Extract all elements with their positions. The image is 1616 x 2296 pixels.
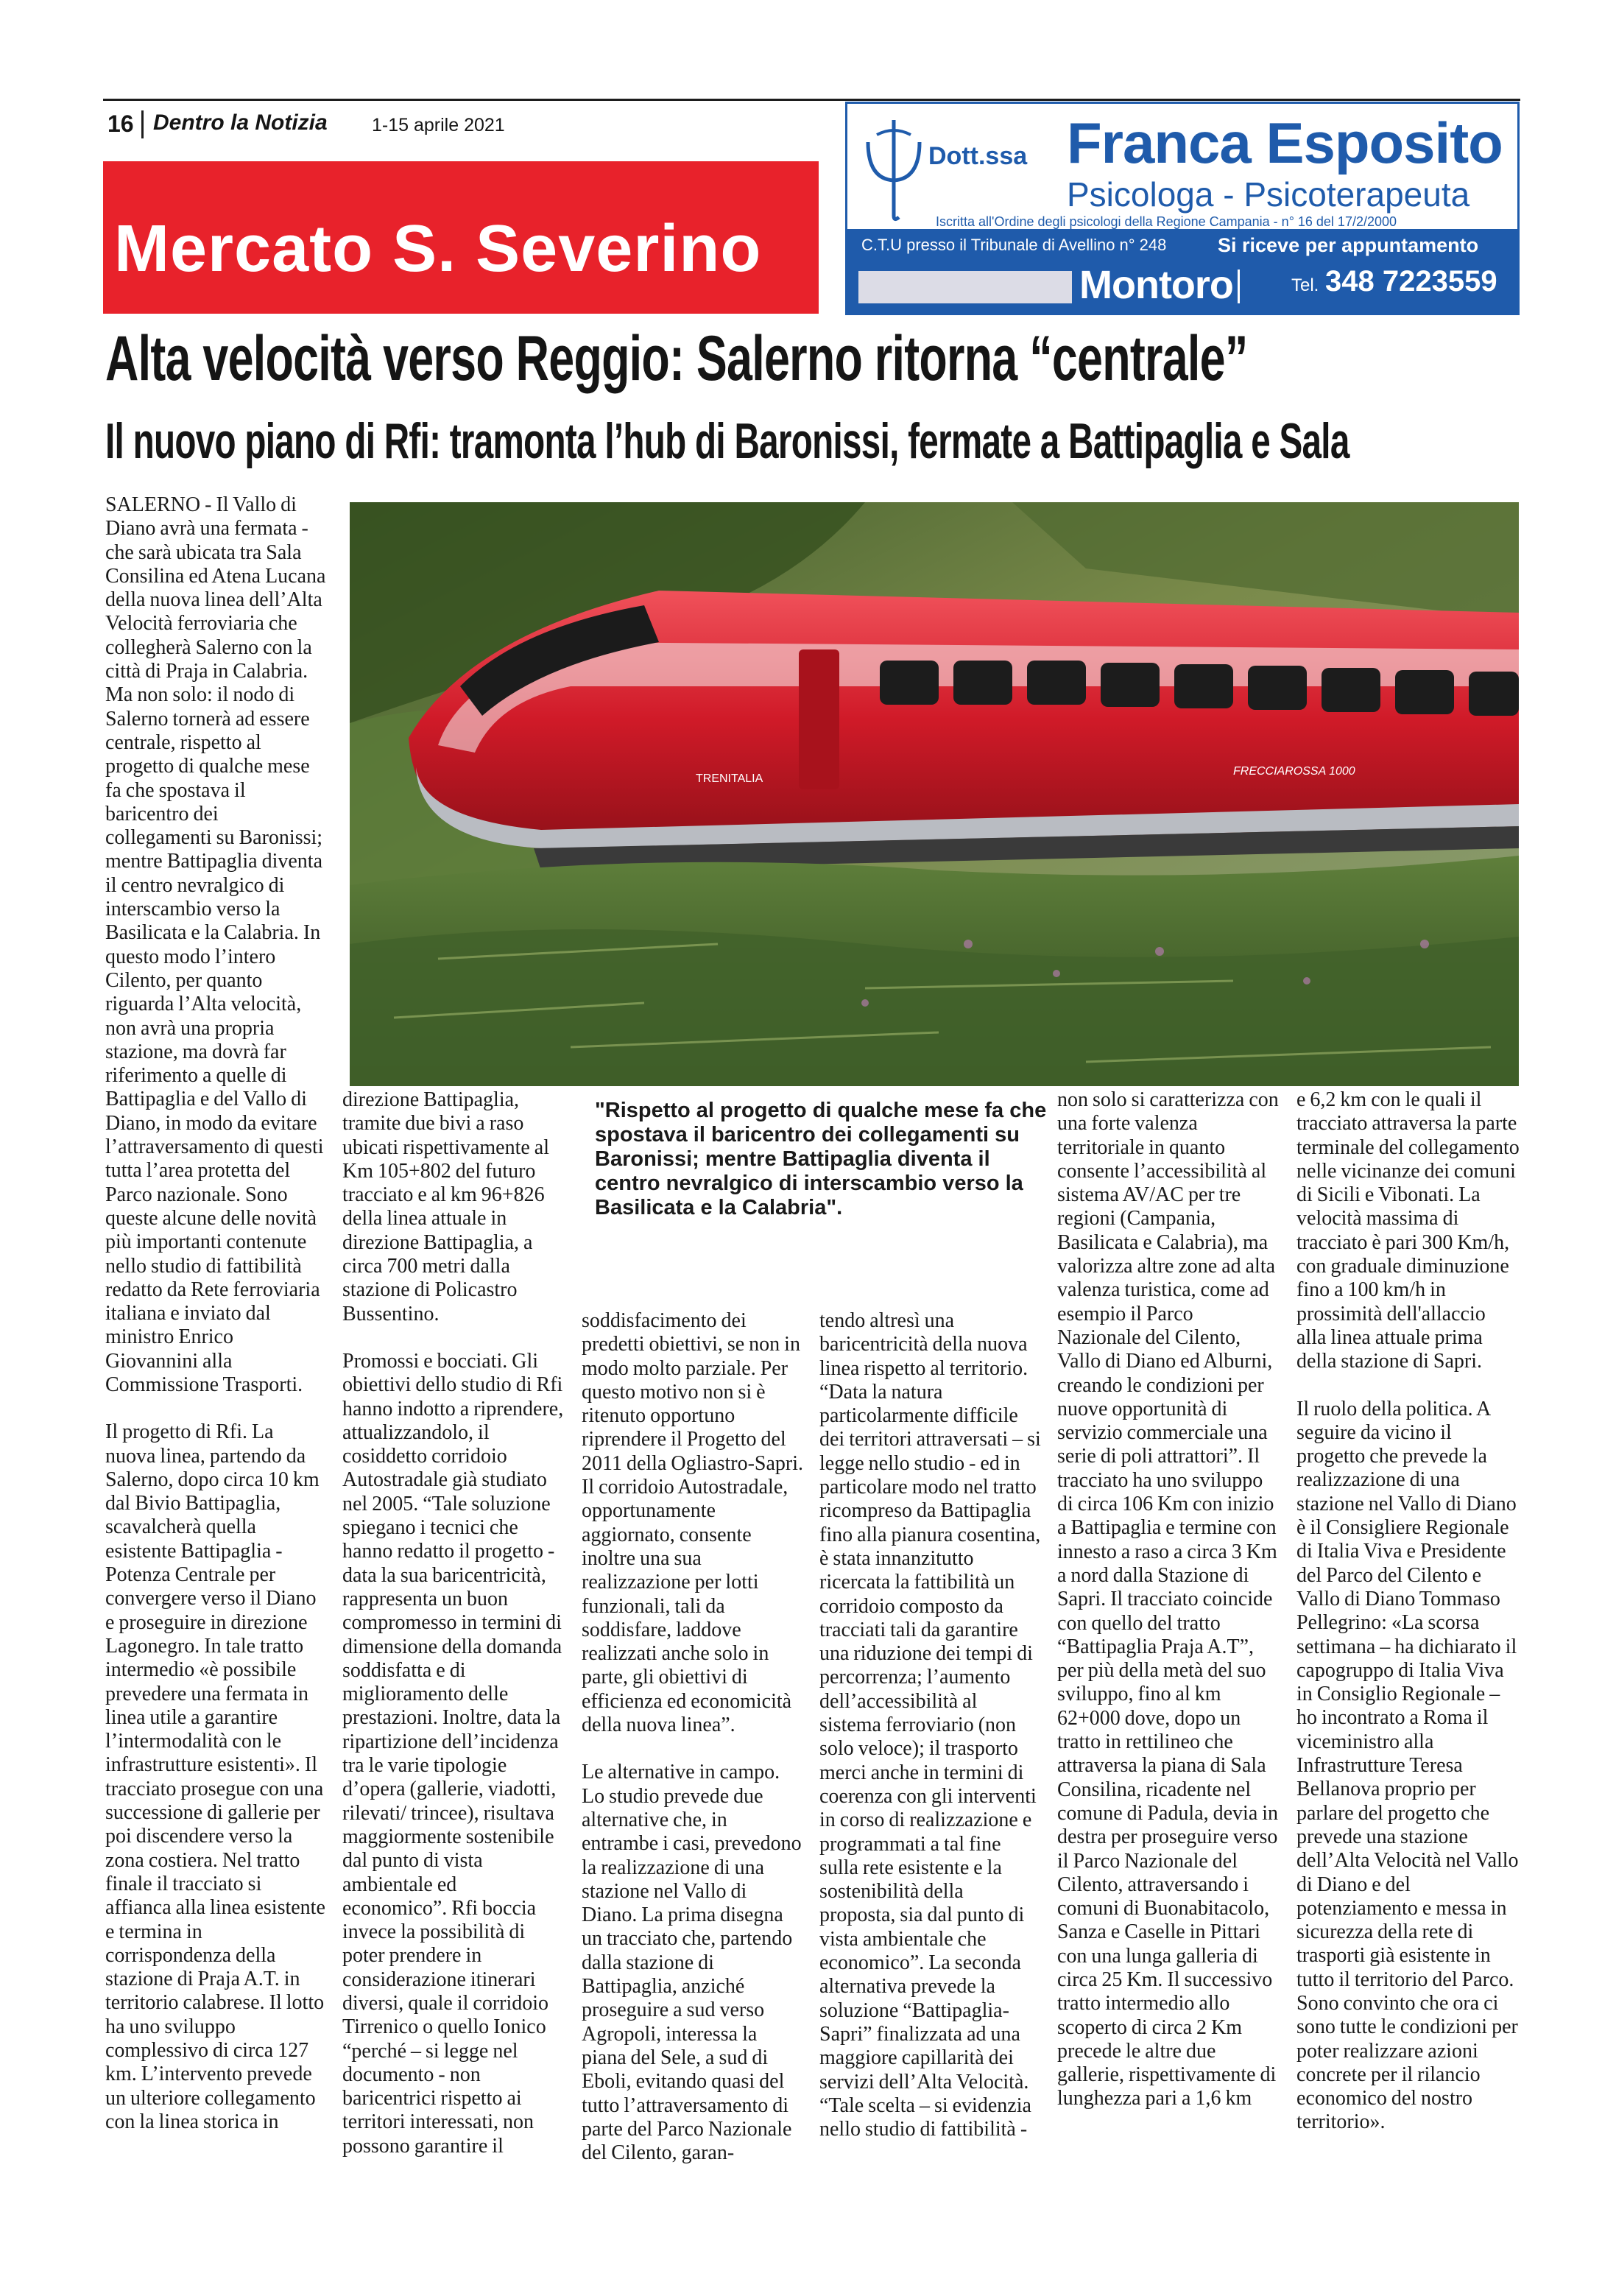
ad-role: Psicologa - Psicoterapeuta	[1067, 175, 1470, 214]
page-number: 16	[107, 110, 134, 137]
paragraph: Le alternative in campo. Lo studio prevede due alternative che, in entrambe i casi, prevedono la realizzazione di una stazione nel Vallo di Diano. La prima disegna un tracciato che, partendo dalla stazione di Battipaglia, anziché proseguire a sud verso Agropoli, interessa la piana del Sele, a sud di Eboli, evitando quasi del tutto l’attraversamento di parte del Parco Nazionale del Cilento, garan-	[582, 1761, 802, 2165]
paragraph: tendo altresì una baricentricità della nuova linea rispetto al territorio. “Data la natura particolarmente difficile dei territori attraversati – si legge nello studio - ed in particolare modo nel tratto ricompreso da Battipaglia fino alla pianura cosentina, è stata innanzitutto ricercata la fattibilità un corridoio composto da tracciati tali da garantire una riduzione dei tempi di percorrenza; l’aumento dell’accessibilità al sistema ferroviario (non solo veloce); il trasporto merci anche in termini di coerenza con gli interventi in corso di realizzazione e programmati a tal fine sulla rete esistente e la sostenibilità della proposta, sia dal punto di vista ambientale che economico”. La seconda alternativa prevede la soluzione “Battipaglia-Sapri” finalizzata ad una maggiore capillarità dei servizi dell’Alta Velocità. “Tale scelta – si evidenzia nello studio di fattibilità -	[819, 1309, 1041, 2141]
top-rule	[103, 99, 1520, 101]
paragraph: direzione Battipaglia, tramite due bivi a raso ubicati rispettivamente al Km 105+802 del futuro tracciato e al km 96+826 della linea attuale in direzione Battipaglia, a circa 700 metri dalla stazione di Policastro Bussentino.	[342, 1088, 550, 1325]
article-column-1	[105, 493, 328, 2134]
ad-tel-label: Tel.	[1291, 275, 1319, 295]
paragraph: Il progetto di Rfi. La nuova linea, partendo da Salerno, dopo circa 10 km dal Bivio Battipaglia, scavalcherà quella esistente Battipaglia - Potenza Centrale per convergere verso il Diano e proseguire in direzione Lagonegro. In tale tratto intermedio «è possibile prevedere una fermata in linea utile a garantire l’intermodalità con le infrastrutture esistenti». Il tracciato prosegue con una successione di gallerie per poi discendere verso la zona costiera. Nel tratto finale il tracciato si affianca alla linea esistente e termina in corrispondenza della stazione di Praja A.T. in territorio calabrese. Il lotto ha uno sviluppo complessivo di circa 127 km. L’intervento prevede un ulteriore collegamento con la linea storica in	[105, 1420, 325, 2133]
ad-registration: Iscritta all'Ordine degli psicologi della Regione Campania - n° 16 del 17/2/2000	[936, 214, 1397, 229]
ad-name: Franca Esposito	[1067, 110, 1503, 175]
section-name: Dentro la Notizia	[153, 110, 328, 135]
advertisement	[845, 102, 1520, 315]
paragraph: SALERNO - Il Vallo di Diano avrà una fermata - che sarà ubicata tra Sala Consilina ed Atena Lucana della nuova linea dell’Alta Velocità ferroviaria che collegherà Salerno con la città di Praja in Calabria. Ma non solo: il nodo di Salerno tornerà ad essere centrale, rispetto al progetto di qualche mese fa che spostava il baricentro dei collegamenti su Baronissi; mentre Battipaglia diventa il centro nevralgico di interscambio verso la Basilicata e la Calabria. In questo modo l’intero Cilento, per quanto riguarda l’Alta velocità, non avrà una propria stazione, ma dovrà far riferimento a quelle di Battipaglia e del Vallo di Diano, in modo da evitare l’attraversamento di questi tutta l’area protetta del Parco nazionale. Sono queste alcune delle novità più importanti contenute nello studio di fattibilità redatto da Rete ferroviaria italiana e inviato dal ministro Enrico Giovannini alla Commissione Trasporti.	[105, 493, 326, 1396]
article-column-6	[1296, 1088, 1520, 2135]
psi-logo-icon	[861, 113, 927, 223]
header-separator	[141, 110, 144, 138]
ad-header	[845, 102, 1520, 231]
paragraph: soddisfacimento dei predetti obiettivi, se non in modo molto parziale. Per questo motivo non si è ritenuto opportuno riprendere il Progetto del 2011 della Ogliastro-Sapri. Il corridoio Autostradale, opportunamente aggiornato, consente inoltre una sua realizzazione per lotti funzionali, tali da soddisfare, laddove realizzati anche solo in parte, gli obiettivi di efficienza ed economicità della nuova linea”.	[582, 1309, 804, 1737]
ad-title-prefix: Dott.ssa	[928, 142, 1028, 170]
article-column-3	[582, 1309, 805, 2165]
ad-phone: 348 7223559	[1325, 265, 1497, 297]
banner-title: Mercato S. Severino	[114, 212, 762, 286]
paragraph: non solo si caratterizza con una forte valenza territoriale in quanto consente l’accessibilità al sistema AV/AC per tre regioni (Campania, Basilicata e Calabria), ma valorizza altre zone ad alta valenza turistica, come ad esempio il Parco Nazionale del Cilento, Vallo di Diano ed Alburni, creando le condizioni per nuove opportunità di servizio commerciale una serie di poli attrattori”. Il tracciato ha uno sviluppo di circa 106 Km con inizio a Battipaglia e termine con innesto a raso a circa 3 Km a nord dalla Stazione di Sapri. Il tracciato coincide con quello del tratto “Battipaglia Praja A.T”, per più della metà del suo sviluppo, fino al km 62+000 dove, dopo un tratto in rettilineo che attraversa la piana di Sala Consilina, ricadente nel comune di Padula, devia in destra per proseguire verso il Parco Nazionale del Cilento, attraversando i comuni di Buonabitacolo, Sanza e Caselle in Pittari con una lunga galleria di circa 25 Km. Il successivo tratto intermedio allo scoperto di circa 2 Km precede le altre due gallerie, rispettivamente di lunghezza pari a 1,6 km	[1057, 1088, 1279, 2110]
pull-quote: "Rispetto al progetto di qualche mese fa che spostava il baricentro dei collegamenti su Baronissi; mentre Battipaglia diventa il centro nevralgico di interscambio verso la Basilicata e la Calabria".	[595, 1099, 1047, 1219]
subheadline: Il nuovo piano di Rfi: tramonta l’hub di Baronissi, fermate a Battipaglia e Sala	[105, 413, 1349, 469]
ad-city: Montoro	[1079, 263, 1233, 307]
issue-date: 1-15 aprile 2021	[372, 115, 505, 135]
ad-ctu: C.T.U presso il Tribunale di Avellino n° 248	[861, 236, 1167, 254]
article-column-2	[342, 1088, 565, 2158]
photo-text-trenitalia: TRENITALIA	[696, 772, 763, 785]
headline: Alta velocità verso Reggio: Salerno ritorna “centrale”	[105, 323, 1248, 394]
ad-separator	[1238, 270, 1240, 303]
ad-appointment: Si riceve per appuntamento	[1218, 234, 1479, 256]
paragraph: e 6,2 km con le quali il tracciato attraversa la parte terminale del collegamento nelle vicinanze dei comuni di Sicili e Vibonati. La velocità massima di tracciato è pari 300 Km/h, con graduale diminuzione fino a 100 km/h in prossimità dell'allaccio alla linea attuale prima della stazione di Sapri.	[1296, 1088, 1520, 1373]
train-photo	[350, 502, 1519, 1086]
paragraph: Il ruolo della politica. A seguire da vicino il progetto che prevede la realizzazione di una stazione nel Vallo di Diano è il Consigliere Regionale di Italia Viva e Presidente del Parco del Cilento e Vallo di Diano Tommaso Pellegrino: «La scorsa settimana – ha dichiarato il capogruppo di Italia Viva in Consiglio Regionale – ho incontrato a Roma il viceministro alla Infrastrutture Teresa Bellanova proprio per parlare del progetto che prevede una stazione dell’Alta Velocità nel Vallo di Diano e del potenziamento e messa in sicurezza della rete di trasporti già esistente in tutto il territorio del Parco. Sono convinto che ora ci sono tutte le condizioni per poter realizzare azioni concrete per il rilancio economico del nostro territorio».	[1296, 1397, 1519, 2134]
article-column-5	[1057, 1088, 1281, 2111]
paragraph: Promossi e bocciati. Gli obiettivi dello studio di Rfi hanno indotto a riprendere, attualizzandolo, il cosiddetto corridoio Autostradale già studiato nel 2005. “Tale soluzione spiegano i tecnici che hanno redatto il progetto - data la sua baricentricità, rappresenta un buon compromesso in termini di dimensione della domanda soddisfatta e di miglioramento delle prestazioni. Inoltre, data la ripartizione dell’incidenza tra le varie tipologie d’opera (gallerie, viadotti, rilevati/ trincee), risultava maggiormente sostenibile dal punto di vista ambientale ed economico”. Rfi boccia invece la possibilità di poter prendere in considerazione itinerari diversi, quale il corridoio Tirrenico o quello Ionico “perché – si legge nel documento - non baricentrici rispetto ai territori interessati, non possono garantire il	[342, 1349, 564, 2158]
photo-text-frecciarossa: FRECCIAROSSA 1000	[1233, 765, 1355, 778]
ad-gray-box	[858, 271, 1072, 303]
article-column-4	[819, 1309, 1042, 2141]
